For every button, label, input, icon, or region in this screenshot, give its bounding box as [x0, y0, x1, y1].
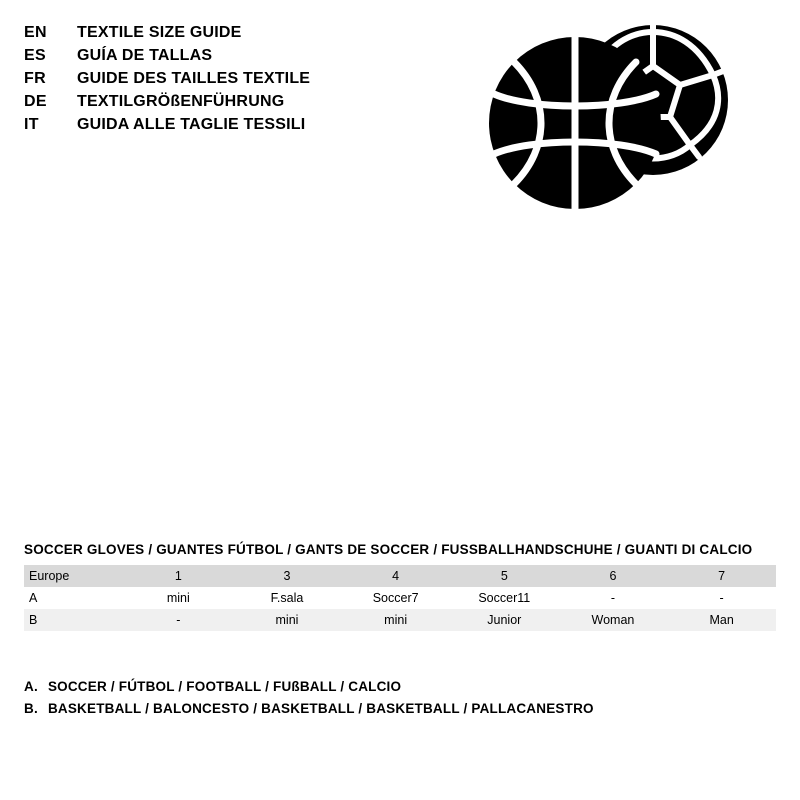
balls-svg	[470, 18, 740, 223]
language-title-en: TEXTILE SIZE GUIDE	[77, 24, 242, 41]
soccer-gloves-size-section	[24, 542, 776, 631]
table-row	[24, 587, 776, 609]
header-cell-7: 7	[667, 565, 776, 587]
language-code-it: IT	[24, 116, 39, 133]
legend-key-b: B.	[24, 701, 38, 716]
language-code-fr: FR	[24, 70, 46, 87]
row-b-cell-3: mini	[233, 609, 342, 631]
language-row-es	[24, 45, 444, 66]
language-title-it: GUIDA ALLE TAGLIE TESSILI	[77, 116, 306, 133]
language-row-it	[24, 114, 444, 135]
language-title-de: TEXTILGRÖßENFÜHRUNG	[77, 93, 285, 110]
language-title-list	[24, 22, 444, 137]
legend-row-a	[24, 676, 764, 698]
header-cell-6: 6	[559, 565, 668, 587]
language-row-fr	[24, 68, 444, 89]
size-table	[24, 565, 776, 631]
row-b-cell-6: Woman	[559, 609, 668, 631]
language-row-en	[24, 22, 444, 43]
language-code-de: DE	[24, 93, 47, 110]
row-b-key: B	[24, 609, 124, 631]
size-table-body	[24, 587, 776, 631]
row-a-cell-3: F.sala	[233, 587, 342, 609]
header-cell-europe: Europe	[24, 565, 124, 587]
header-cell-3: 3	[233, 565, 342, 587]
row-a-cell-4: Soccer7	[341, 587, 450, 609]
row-a-cell-1: mini	[124, 587, 233, 609]
table-caption: SOCCER GLOVES / GUANTES FÚTBOL / GANTS DE SOCCER / FUSSBALLHANDSCHUHE / GUANTI DI CALCIO	[24, 542, 753, 557]
row-a-cell-6: -	[559, 587, 668, 609]
legend	[24, 676, 764, 720]
header-cell-4: 4	[341, 565, 450, 587]
legend-key-a: A.	[24, 679, 38, 694]
sports-balls-illustration	[470, 18, 740, 223]
row-b-cell-7: Man	[667, 609, 776, 631]
legend-row-b	[24, 698, 764, 720]
language-code-en: EN	[24, 24, 47, 41]
table-row	[24, 609, 776, 631]
row-a-cell-5: Soccer11	[450, 587, 559, 609]
row-b-cell-4: mini	[341, 609, 450, 631]
row-b-cell-1: -	[124, 609, 233, 631]
legend-text-b: BASKETBALL / BALONCESTO / BASKETBALL / BASKETBALL / PALLACANESTRO	[47, 701, 594, 716]
size-table-head	[24, 565, 776, 587]
table-header-row	[24, 565, 776, 587]
header-cell-1: 1	[124, 565, 233, 587]
row-a-key: A	[24, 587, 124, 609]
language-code-es: ES	[24, 47, 46, 64]
language-row-de	[24, 91, 444, 112]
header-cell-5: 5	[450, 565, 559, 587]
row-a-cell-7: -	[667, 587, 776, 609]
language-title-es: GUÍA DE TALLAS	[77, 47, 213, 64]
language-title-fr: GUIDE DES TAILLES TEXTILE	[77, 70, 311, 87]
basketball-icon	[489, 37, 661, 209]
row-b-cell-5: Junior	[450, 609, 559, 631]
legend-text-a: SOCCER / FÚTBOL / FOOTBALL / FUßBALL / CALCIO	[47, 679, 402, 694]
